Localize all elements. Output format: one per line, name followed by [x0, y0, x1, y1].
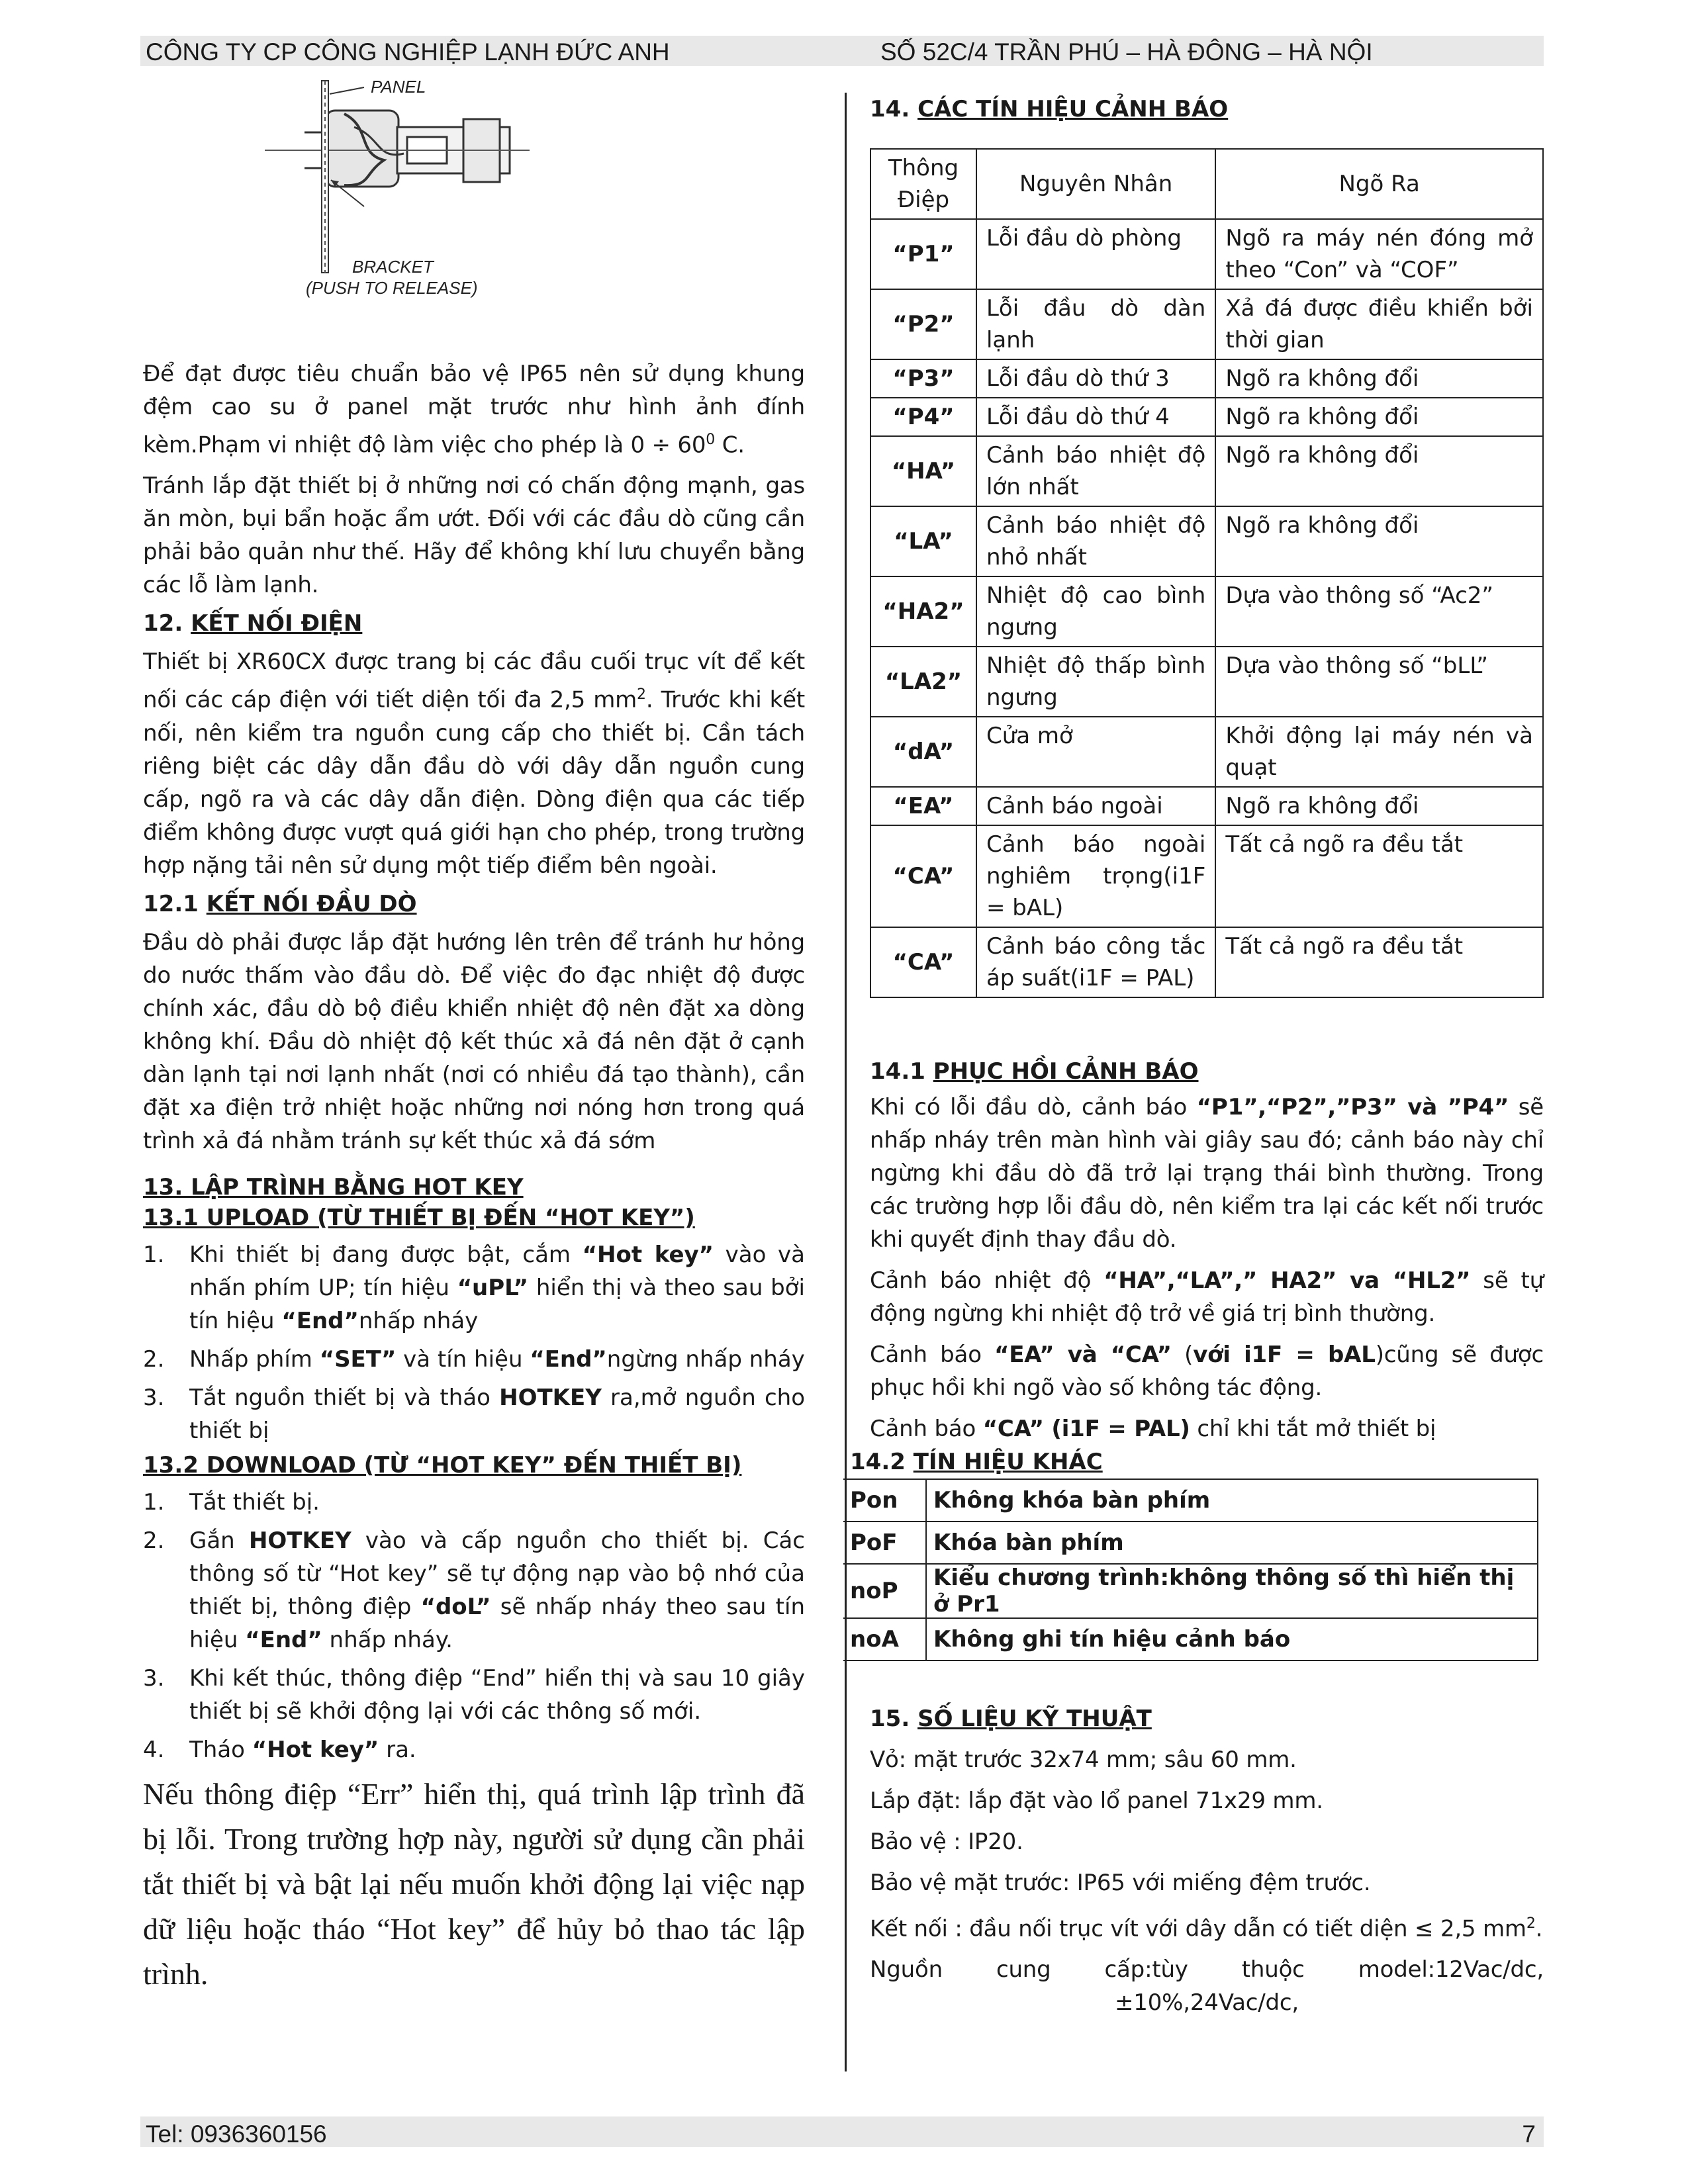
paragraph-err: Nếu thông điệp “Err” hiển thị, quá trình lập trình đã bị lỗi. Trong trường hợp này, người sử dụng cần phải tắt thiết bị và bật lại nếu muốn khởi động lại việc nạp dữ liệu hoặc tháo “Hot key” để hủy bỏ thao tác lập trình. [143, 1776, 805, 1991]
signal-description: Không ghi tín hiệu cảnh báo [926, 1618, 1538, 1661]
heading-13: 13. LẬP TRÌNH BẰNG HOT KEY [143, 1173, 524, 1201]
alarm-cause: Nhiệt độ thấp bình ngưng [976, 647, 1215, 717]
heading-12: 12. KẾT NỐI ĐIỆN [143, 610, 363, 637]
alarm-row [870, 219, 1543, 289]
spec-protection: Bảo vệ : IP20. [870, 1829, 1023, 1855]
alarm-cause: Nhiệt độ cao bình ngưng [976, 576, 1215, 647]
alarm-output: Ngõ ra không đổi [1215, 787, 1543, 825]
list-number: 3. [143, 1664, 165, 1692]
alarm-row [870, 398, 1543, 436]
signal-description: Khóa bàn phím [926, 1522, 1538, 1564]
alarm-cause: Lỗi đầu dò thứ 3 [976, 359, 1215, 398]
list-item: 2. Gắn HOTKEY vào và cấp nguồn cho thiết bị. Các thông số từ “Hot key” sẽ tự động nạp vào bộ nhớ của thiết bị, thông điệp “doL” sẽ nhấp nháy theo sau tín hiệu “End” nhấp nháy. [143, 1524, 805, 1657]
alarm-output: Ngõ ra không đổi [1215, 506, 1543, 576]
list-number: 2. [143, 1345, 165, 1373]
alarm-code: “P4” [870, 398, 976, 436]
signal-code: noA [843, 1618, 926, 1661]
heading-12-1: 12.1 KẾT NỐI ĐẦU DÒ [143, 890, 417, 917]
signal-description: Không khóa bàn phím [926, 1479, 1538, 1522]
footer-phone: Tel: 0936360156 [146, 2120, 327, 2148]
list-number: 3. [143, 1384, 165, 1411]
alarm-code: “CA” [870, 825, 976, 927]
alarm-row [870, 647, 1543, 717]
alarm-code: “EA” [870, 787, 976, 825]
alarm-cause: Cửa mở [976, 717, 1215, 787]
signal-description: Kiểu chương trình:không thông số thì hiển thị ở Pr1 [926, 1564, 1538, 1618]
alarm-code: “dA” [870, 717, 976, 787]
alarm-output: Tất cả ngõ ra đều tắt [1215, 927, 1543, 997]
page-number: 7 [1522, 2120, 1536, 2148]
alarm-cause: Cảnh báo nhiệt độ lớn nhất [976, 436, 1215, 506]
page-footer [140, 2116, 1544, 2147]
mounting-bracket-figure [265, 74, 543, 302]
company-address: SỐ 52C/4 TRẦN PHÚ – HÀ ĐÔNG – HÀ NỘI [880, 38, 1373, 66]
spec-front-protection: Bảo vệ mặt trước: IP65 với miếng đệm trước. [870, 1870, 1371, 1896]
alarm-header-cause: Nguyên Nhân [976, 149, 1215, 219]
paragraph-ip65: Để đạt được tiêu chuẩn bảo vệ IP65 nên sử dụng khung đệm cao su ở panel mặt trước như hình ảnh đính kèm.Phạm vi nhiệt độ làm việc cho phép là $0 \div 60^0$ C. [143, 361, 805, 459]
alarm-header-output: Ngõ Ra [1215, 149, 1543, 219]
list-item: 3. Khi kết thúc, thông điệp “End” hiển thị và sau 10 giây thiết bị sẽ khởi động lại với các thông số mới. [143, 1662, 805, 1728]
page-header [140, 36, 1544, 66]
alarm-cause: Lỗi đầu dò phòng [976, 219, 1215, 289]
alarm-table [870, 148, 1544, 998]
signal-code: PoF [843, 1522, 926, 1564]
alarm-output: Xả đá được điều khiển bởi thời gian [1215, 289, 1543, 359]
other-signal-row [843, 1564, 1538, 1618]
alarm-cause: Cảnh báo nhiệt độ nhỏ nhất [976, 506, 1215, 576]
spec-mounting: Lắp đặt: lắp đặt vào lổ panel 71x29 mm. [870, 1788, 1323, 1814]
other-signal-row [843, 1618, 1538, 1661]
alarm-code: “LA2” [870, 647, 976, 717]
other-signal-row [843, 1479, 1538, 1522]
alarm-row [870, 927, 1543, 997]
alarm-row [870, 825, 1543, 927]
list-item: 2. Nhấp phím “SET” và tín hiệu “End”ngừng nhấp nháy [143, 1343, 805, 1376]
alarm-row [870, 717, 1543, 787]
list-item: 1. Tắt thiết bị. [143, 1486, 805, 1519]
list-number: 1. [143, 1488, 165, 1516]
alarm-code: “P3” [870, 359, 976, 398]
alarm-output: Dựa vào thông số “bLL” [1215, 647, 1543, 717]
alarm-output: Ngõ ra không đổi [1215, 359, 1543, 398]
left-column [143, 357, 805, 1997]
alarm-output: Ngõ ra máy nén đóng mở theo “Con” và “COF” [1215, 219, 1543, 289]
alarm-row [870, 787, 1543, 825]
heading-14: 14. CÁC TÍN HIỆU CẢNH BÁO [870, 96, 1229, 122]
signal-code: noP [843, 1564, 926, 1618]
upload-steps [143, 1238, 805, 1447]
list-item: 1. Khi thiết bị đang được bật, cắm “Hot key” vào và nhấn phím UP; tín hiệu “uPL” hiển thị và theo sau bởi tín hiệu “End”nhấp nháy [143, 1238, 805, 1338]
alarm-row [870, 576, 1543, 647]
heading-15: 15. SỐ LIỆU KỸ THUẬT [870, 1706, 1152, 1732]
alarm-row [870, 506, 1543, 576]
other-signal-row [843, 1522, 1538, 1564]
list-number: 4. [143, 1736, 165, 1763]
alarm-row [870, 436, 1543, 506]
list-item: 3. Tắt nguồn thiết bị và tháo HOTKEY ra,mở nguồn cho thiết bị [143, 1381, 805, 1447]
list-number: 2. [143, 1527, 165, 1554]
alarm-code: “P1” [870, 219, 976, 289]
download-steps [143, 1486, 805, 1766]
paragraph-probe-recovery: Khi có lỗi đầu dò, cảnh báo “P1”,“P2”,”P3” và ”P4” sẽ nhấp nháy trên màn hình vài giây sau đó; cảnh báo này chỉ ngừng khi đầu dò đã trở lại trạng thái bình thường. Trong các trường hợp lỗi đầu dò, nên kiểm tra lại các kết nối trước khi quyết định thay đầu dò. [870, 1094, 1544, 1253]
spec-case: Vỏ: mặt trước 32x74 mm; sâu 60 mm. [870, 1747, 1297, 1773]
company-name: CÔNG TY CP CÔNG NGHIỆP LẠNH ĐỨC ANH [146, 38, 670, 66]
paragraph-probe: Đầu dò phải được lắp đặt hướng lên trên để tránh hư hỏng do nước thấm vào đầu dò. Để việc đo đạc nhiệt độ được chính xác, đầu dò bộ điều khiển nhiệt độ nên đặt xa dòng không khí. Đầu dò nhiệt độ kết thúc xả đá nên đặt ở cạnh dàn lạnh tại nơi lạnh nhất (nơi có nhiều đá tạo thành), cần đặt xa điện trở nhiệt hoặc những nơi nóng hơn trong quá trình xả đá nhằm tránh sự kết thúc xả đá sớm [143, 929, 805, 1154]
alarm-row [870, 289, 1543, 359]
other-signals-table [843, 1479, 1538, 1661]
alarm-cause: Cảnh báo ngoài [976, 787, 1215, 825]
column-divider [845, 93, 847, 2071]
alarm-output: Dựa vào thông số “Ac2” [1215, 576, 1543, 647]
spec-connection: Kết nối : đầu nối trục vít với dây dẫn có tiết diện ≤ 2,5 $mm^2$. [870, 1915, 1543, 1942]
heading-13-2: 13.2 DOWNLOAD (TỪ “HOT KEY” ĐẾN THIẾT BỊ) [143, 1451, 742, 1479]
alarm-code: “HA” [870, 436, 976, 506]
alarm-code: “P2” [870, 289, 976, 359]
alarm-output: Khởi động lại máy nén và quạt [1215, 717, 1543, 787]
alarm-cause: Cảnh báo ngoài nghiêm trọng(i1F = bAL) [976, 825, 1215, 927]
alarm-code: “HA2” [870, 576, 976, 647]
heading-14-1: 14.1 PHỤC HỒI CẢNH BÁO [870, 1058, 1199, 1085]
panel-label: PANEL [371, 77, 426, 97]
alarm-cause: Lỗi đầu dò dàn lạnh [976, 289, 1215, 359]
alarm-code: “CA” [870, 927, 976, 997]
paragraph-temp-recovery: Cảnh báo nhiệt độ “HA”,“LA”,” HA2” va “HL2” sẽ tự động ngừng khi nhiệt độ trở về giá trị bình thường. [870, 1267, 1544, 1327]
alarm-code: “LA” [870, 506, 976, 576]
spec-power: Nguồn cung cấp:tùy thuộc model:12Vac/dc, ±10%,24Vac/dc, [870, 1956, 1544, 2017]
alarm-cause: Cảnh báo công tắc áp suất(i1F = PAL) [976, 927, 1215, 997]
paragraph-electrical: Thiết bị XR60CX được trang bị các đầu cuối trục vít để kết nối các cáp điện với tiết diện tối đa 2,5 $mm^2$. Trước khi kết nối, nên kiểm tra nguồn cung cấp cho thiết bị. Cần tách riêng biệt các dây dẫn đầu dò với dây dẫn nguồn cung cấp, ngõ ra và các dây dẫn điện. Dòng điện qua các tiếp điểm không được vượt quá giới hạn cho phép, trong trường hợp nặng tải nên sử dụng một tiếp điểm bên ngoài. [143, 649, 805, 879]
heading-13-1: 13.1 UPLOAD (TỪ THIẾT BỊ ĐẾN “HOT KEY”) [143, 1204, 695, 1231]
paragraph-ea-ca-recovery: Cảnh báo “EA” và “CA” (với i1F = bAL)cũng sẽ được phục hồi khi ngõ vào số không tác động. [870, 1342, 1544, 1401]
list-number: 1. [143, 1241, 165, 1268]
alarm-cause: Lỗi đầu dò thứ 4 [976, 398, 1215, 436]
heading-14-2: 14.2 TÍN HIỆU KHÁC [850, 1449, 1103, 1475]
paragraph-ca-pal: Cảnh báo “CA” (i1F = PAL) chỉ khi tắt mở thiết bị [870, 1416, 1436, 1442]
alarm-output: Ngõ ra không đổi [1215, 398, 1543, 436]
bracket-label: BRACKET [352, 257, 434, 277]
alarm-output: Ngõ ra không đổi [1215, 436, 1543, 506]
alarm-row [870, 359, 1543, 398]
paragraph-install-warning: Tránh lắp đặt thiết bị ở những nơi có chấn động mạnh, gas ăn mòn, bụi bẩn hoặc ẩm ướt. Đối với các đầu dò cũng cần phải bảo quản như thế. Hãy để không khí lưu chuyển bằng các lỗ làm lạnh. [143, 473, 805, 599]
list-item: 4. Tháo “Hot key” ra. [143, 1733, 805, 1766]
alarm-output: Tất cả ngõ ra đều tắt [1215, 825, 1543, 927]
alarm-header-message: Thông Điệp [870, 149, 976, 219]
push-label: (PUSH TO RELEASE) [306, 278, 478, 298]
signal-code: Pon [843, 1479, 926, 1522]
right-column [850, 93, 1544, 2019]
